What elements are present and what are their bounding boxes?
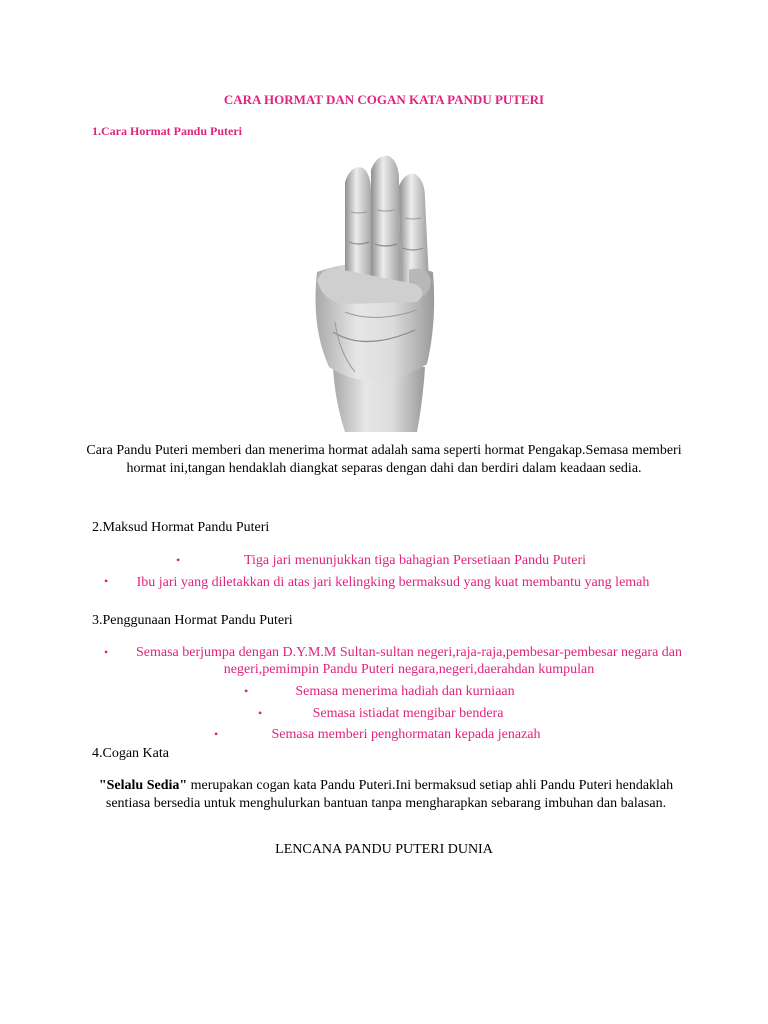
section3-bullet-3: Semasa istiadat mengibar bendera (312, 706, 504, 721)
page-title: CARA HORMAT DAN COGAN KATA PANDU PUTERI (223, 92, 545, 107)
hand-illustration (305, 152, 450, 432)
section3-bullet-4: Semasa memberi penghormatan kepada jenazah (271, 727, 541, 742)
three-finger-salute-hand-icon (305, 152, 450, 432)
section4-heading: 4.Cogan Kata (92, 746, 169, 761)
section3-bullet-2: Semasa menerima hadiah dan kurniaan (295, 684, 515, 699)
bullet-icon: • (258, 706, 263, 720)
bullet-icon: • (104, 574, 109, 588)
bullet-icon: • (176, 553, 181, 567)
section2-bullet-2: Ibu jari yang diletakkan di atas jari kelingking bermaksud yang kuat membantu yang lemah (136, 575, 650, 590)
section1-heading: 1.Cara Hormat Pandu Puteri (92, 124, 242, 138)
section4-paragraph-text: merupakan cogan kata Pandu Puteri.Ini bermaksud setiap ahli Pandu Puteri hendaklah sentiasa bersedia untuk menghulurkan bantuan tanpa mengharapkan sebarang imbuhan dan balasan. (105, 778, 674, 811)
section2-heading: 2.Maksud Hormat Pandu Puteri (92, 520, 270, 535)
section2-bullet-1: Tiga jari menunjukkan tiga bahagian Persetiaan Pandu Puteri (243, 553, 587, 568)
bullet-icon: • (104, 645, 109, 659)
section1-paragraph: Cara Pandu Puteri memberi dan menerima hormat adalah sama seperti hormat Pengakap.Semasa memberi hormat ini,tangan hendaklah diangkat separas dengan dahi dan berdiri dalam keadaan sedia. (86, 443, 682, 476)
footer-heading: LENCANA PANDU PUTERI DUNIA (275, 842, 493, 857)
section4-paragraph (96, 777, 676, 813)
section3-bullet-1: Semasa berjumpa dengan D.Y.M.M Sultan-sultan negeri,raja-raja,pembesar-pembesar negara dan negeri,pemimpin Pandu Puteri negara,negeri,daerahdan kumpulan (135, 645, 683, 677)
bullet-icon: • (244, 684, 249, 698)
bullet-icon: • (214, 727, 219, 741)
motto-text: "Selalu Sedia" (98, 778, 188, 793)
section3-heading: 3.Penggunaan Hormat Pandu Puteri (92, 613, 293, 628)
